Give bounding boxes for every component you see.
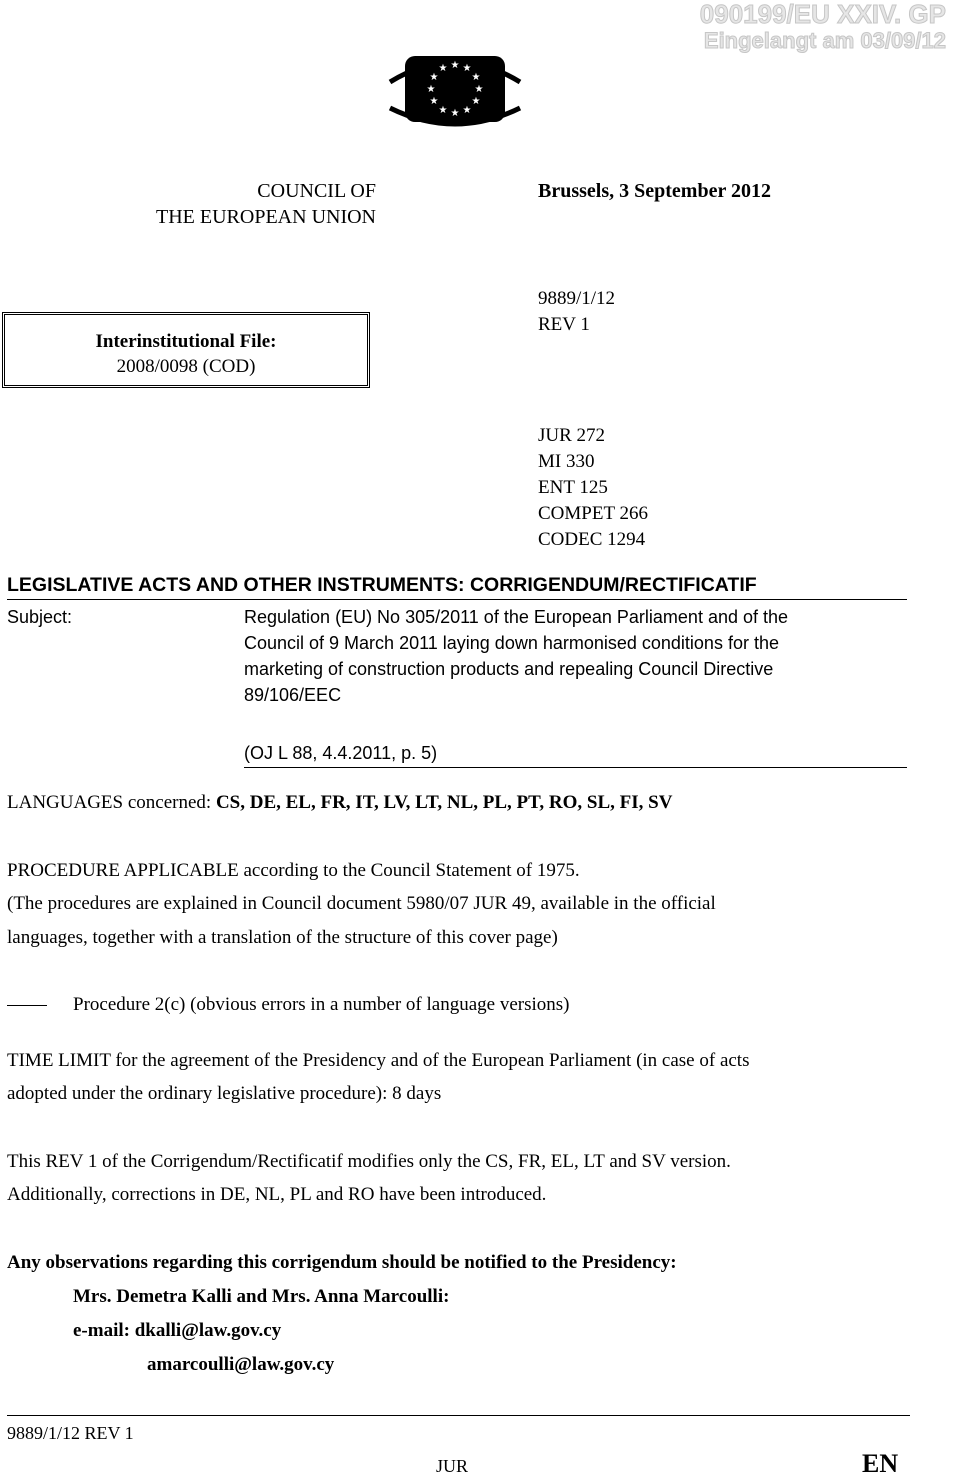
subject-reference: (OJ L 88, 4.4.2011, p. 5) <box>244 743 438 763</box>
time-limit: TIME LIMIT for the agreement of the Presidency and of the European Parliament (in case of acts <box>7 1050 750 1071</box>
procedure-option: Procedure 2(c) (obvious errors in a number of language versions) <box>73 994 570 1015</box>
file-box-label: Interinstitutional File: <box>95 331 277 352</box>
interinstitutional-file-box <box>2 312 370 388</box>
subject-label: Subject: <box>7 607 73 627</box>
rev-note-cont: Additionally, corrections in DE, NL, PL and RO have been introduced. <box>7 1184 547 1205</box>
svg-text:★: ★ <box>450 108 460 119</box>
time-limit-cont: adopted under the ordinary legislative procedure): 8 days <box>7 1083 442 1104</box>
document-heading: LEGISLATIVE ACTS AND OTHER INSTRUMENTS: CORRIGENDUM/RECTIFICATIF <box>7 574 757 596</box>
subject-line: Council of 9 March 2011 laying down harmonised conditions for the <box>244 633 779 653</box>
contact-email: e-mail: dkalli@law.gov.cy <box>73 1320 282 1341</box>
receipt-stamp-line1: 090199/EU XXIV. GP <box>699 0 946 29</box>
svg-text:★: ★ <box>429 72 439 83</box>
contact-names: Mrs. Demetra Kalli and Mrs. Anna Marcoulli: <box>73 1286 450 1307</box>
svg-text:★: ★ <box>438 63 448 74</box>
subject-line: 89/106/EEC <box>244 685 342 705</box>
footer-ref: 9889/1/12 REV 1 <box>7 1423 134 1443</box>
doc-revision: REV 1 <box>538 314 590 335</box>
procedure-dash <box>7 1005 47 1006</box>
languages-line <box>7 792 672 814</box>
svg-text:★: ★ <box>429 96 439 107</box>
code-item: ENT 125 <box>538 477 608 498</box>
subject-line: Regulation (EU) No 305/2011 of the European Parliament and of the <box>244 607 789 627</box>
svg-text:★: ★ <box>426 84 436 95</box>
subject-rule <box>244 767 907 768</box>
code-item: CODEC 1294 <box>538 529 646 550</box>
file-box-number: 2008/0098 (COD) <box>116 356 256 377</box>
code-item: MI 330 <box>538 451 595 472</box>
procedure-applicable: PROCEDURE APPLICABLE according to the Council Statement of 1975. <box>7 860 580 881</box>
footer-lang: EN <box>862 1449 899 1478</box>
svg-text:★: ★ <box>450 60 460 71</box>
eu-council-logo <box>388 48 522 130</box>
subject-line: marketing of construction products and repealing Council Directive <box>244 659 774 679</box>
code-item: COMPET 266 <box>538 503 648 524</box>
heading-rule <box>7 599 907 600</box>
council-name-line1: COUNCIL OF <box>257 180 376 202</box>
place-date: Brussels, 3 September 2012 <box>538 180 771 202</box>
code-item: JUR 272 <box>538 425 606 446</box>
languages-label: LANGUAGES concerned: <box>7 792 216 813</box>
svg-text:★: ★ <box>462 63 472 74</box>
receipt-stamp-line2: Eingelangt am 03/09/12 <box>703 28 946 53</box>
procedure-explanation-cont: languages, together with a translation of the structure of this cover page) <box>7 927 558 948</box>
svg-text:★: ★ <box>462 105 472 116</box>
council-name-line2: THE EUROPEAN UNION <box>156 206 376 228</box>
doc-number: 9889/1/12 <box>538 288 616 309</box>
svg-text:★: ★ <box>438 105 448 116</box>
contact-email-2: amarcoulli@law.gov.cy <box>147 1354 335 1375</box>
rev-note: This REV 1 of the Corrigendum/Rectificatif modifies only the CS, FR, EL, LT and SV version. <box>7 1151 731 1172</box>
svg-text:★: ★ <box>474 84 484 95</box>
svg-text:★: ★ <box>471 96 481 107</box>
footer-dept: JUR <box>436 1456 469 1476</box>
observations-notice: Any observations regarding this corrigendum should be notified to the Presidency: <box>7 1252 677 1273</box>
languages-list: CS, DE, EL, FR, IT, LV, LT, NL, PL, PT, RO, SL, FI, SV <box>215 792 673 813</box>
footer-rule <box>7 1415 910 1416</box>
procedure-explanation: (The procedures are explained in Council document 5980/07 JUR 49, available in the official <box>7 893 716 914</box>
svg-text:★: ★ <box>471 72 481 83</box>
